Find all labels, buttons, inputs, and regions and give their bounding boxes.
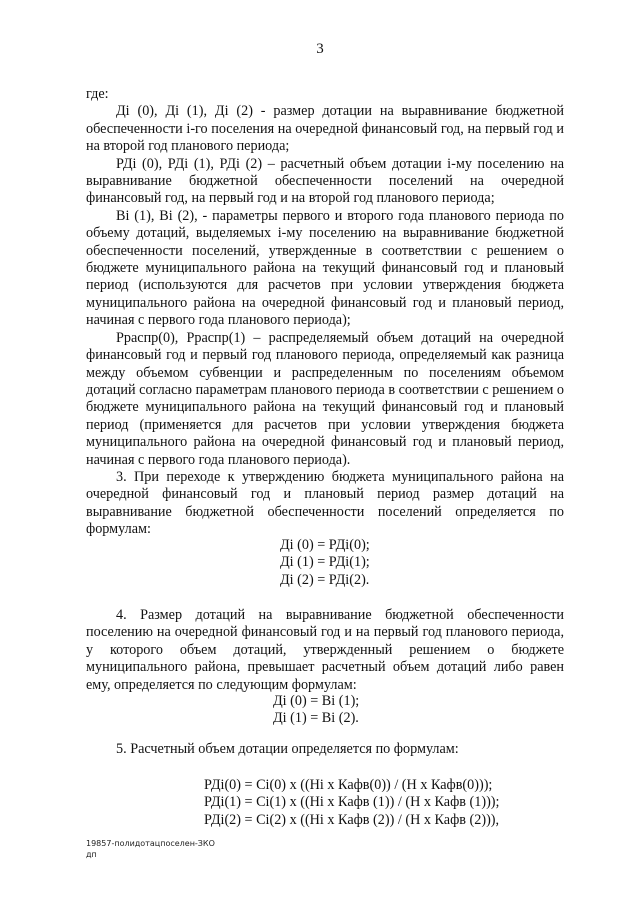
formula-line: Дi (1) = РДi(1); <box>280 554 370 571</box>
formula-block-5 <box>204 777 499 829</box>
paragraph-5-section <box>86 741 564 758</box>
formula-line: РДi(2) = Ci(2) x ((Hi x Кафв (2)) / (H x Кафв (2))), <box>204 811 500 828</box>
formula-line: Дi (2) = РДi(2). <box>280 571 370 588</box>
definitions-section <box>86 86 564 539</box>
definition-d: Дi (0), Дi (1), Дi (2) - размер дотации на выравнивание бюджетной обеспеченности i-го поселения на очередной финансовый год, на первый год и на второй год планового периода; <box>86 103 564 155</box>
paragraph-3: 3. При переходе к утверждению бюджета муниципального района на очередной финансовый год и плановый период размер дотаций на выравнивание бюджетной обеспеченности поселений определяется по формулам: <box>86 468 564 538</box>
intro-text: где: <box>86 86 109 102</box>
paragraph-4: 4. Размер дотаций на выравнивание бюджетной обеспеченности поселению на очередной финансовый год и на первый год планового периода, у которого объем дотаций, утвержденный решением о бюджете муниципального района, превышает расчетный объем дотаций либо равен ему, определяется по следующим формулам: <box>86 607 564 693</box>
paragraph-4-section <box>86 607 564 694</box>
formula-block-3 <box>280 537 370 589</box>
definition-b: Bi (1), Bi (2), - параметры первого и второго года планового периода по объему дотаций, выделяемых i-му поселению на выравнивание бюджетной обеспеченности поселений, утвержденные в соответствии с решением о бюджете муниципального района на текущий финансовый год и плановый период (используются для расчетов при условии утверждения бюджета муниципального района на очередной финансовый год и плановый период, начиная с первого года планового периода); <box>86 207 564 329</box>
formula-line: РДi(1) = Ci(1) x ((Hi x Кафв (1)) / (H x Кафв (1))); <box>204 794 500 811</box>
footer-initials: дп <box>86 850 97 859</box>
formula-block-4 <box>273 693 359 728</box>
formula-line: Дi (0) = РДi(0); <box>280 537 370 553</box>
definition-p: Pраспр(0), Pраспр(1) – распределяемый объем дотаций на очередной финансовый год и первый год планового периода, определяемый как разница между объемом субвенции и распределенным по поселениям объемом дотаций согласно параметрам планового периода в соответствии с решением о бюджете муниципального района на текущий финансовый год и плановый период (применяется для расчетов при условии утверждения бюджета муниципального района на очередной финансовый год и плановый период, начиная с первого года планового периода). <box>86 329 564 468</box>
formula-line: Дi (0) = Bi (1); <box>273 693 360 709</box>
paragraph-5: 5. Расчетный объем дотации определяется по формулам: <box>116 741 459 757</box>
formula-line: РДi(0) = Ci(0) x ((Hi x Кафв(0)) / (H x Кафв(0))); <box>204 777 493 793</box>
formula-line: Дi (1) = Bi (2). <box>273 710 359 727</box>
footer-doc-code: 19857-полидотацпоселен-ЗКО <box>86 839 215 848</box>
footer-reference <box>86 838 215 860</box>
definition-rd: РДi (0), РДi (1), РДi (2) – расчетный объем дотации i-му поселению на выравнивание бюджетной обеспеченности поселений на очередной финансовый год, на первый год и на второй год планового периода; <box>86 155 564 207</box>
page-number: 3 <box>316 41 324 57</box>
